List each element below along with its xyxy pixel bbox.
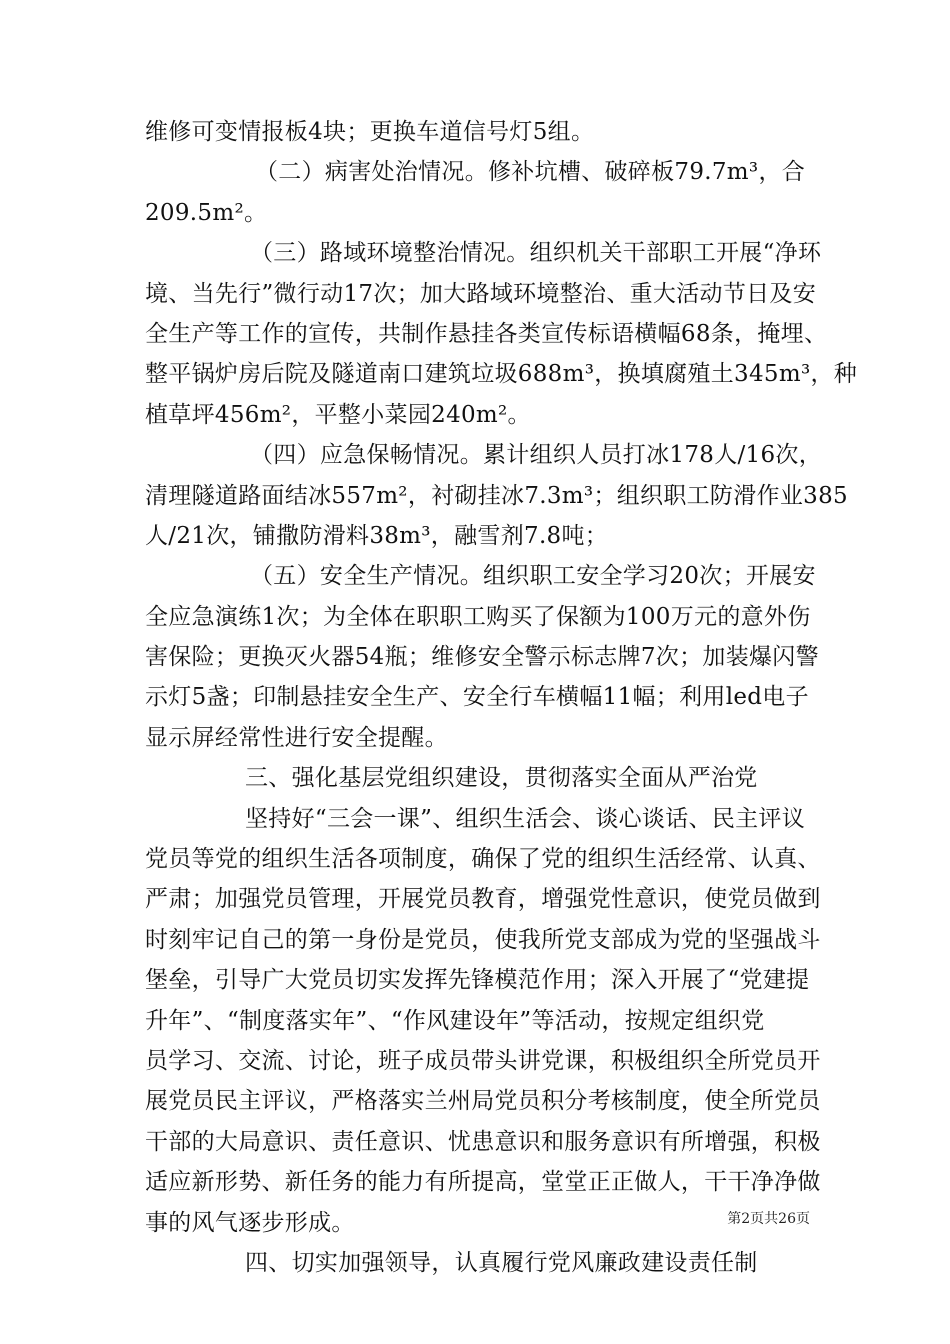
text-line: 维修可变情报板4块；更换车道信号灯5组。 bbox=[145, 119, 595, 145]
text-line: 事的风气逐步形成。 bbox=[145, 1209, 355, 1236]
text-line: 示灯5盏；印制悬挂安全生产、安全行车横幅11幅；利用led电子 bbox=[145, 684, 809, 711]
text-line: 整平锅炉房后院及隧道南口建筑垃圾688m³，换填腐殖土345m³，种 bbox=[145, 361, 858, 388]
text-line: 植草坪456m²，平整小菜园240m²。 bbox=[145, 401, 531, 428]
text-line: 升年”、“制度落实年”、“作风建设年”等活动，按规定组织党 bbox=[145, 1007, 765, 1034]
text-line: 清理隧道路面结冰557m²，衬砌挂冰7.3m³；组织职工防滑作业385 bbox=[145, 482, 848, 509]
text-line: 干部的大局意识、责任意识、忧患意识和服务意识有所增强，积极 bbox=[145, 1128, 821, 1155]
text-line: 境、当先行”微行动17次；加大路域环境整治、重大活动节日及安 bbox=[145, 280, 817, 307]
text-line: 全应急演练1次；为全体在职职工购买了保额为100万元的意外伤 bbox=[145, 603, 811, 630]
section-heading: 三、强化基层党组织建设，贯彻落实全面从严治党 bbox=[245, 765, 758, 792]
text-line: 堡垒，引导广大党员切实发挥先锋模范作用；深入开展了“党建提 bbox=[145, 967, 810, 994]
text-line: （四）应急保畅情况。累计组织人员打冰178人/16次， bbox=[250, 442, 823, 469]
text-line: 党员等党的组织生活各项制度，确保了党的组织生活经常、认真、 bbox=[145, 846, 821, 873]
text-line: 害保险；更换灭火器54瓶；维修安全警示标志牌7次；加装爆闪警 bbox=[145, 644, 819, 671]
document-body bbox=[145, 112, 858, 1283]
text-line: 全生产等工作的宣传，共制作悬挂各类宣传标语横幅68条，掩埋、 bbox=[145, 320, 828, 347]
text-line: 适应新形势、新任务的能力有所提高，堂堂正正做人，干干净净做 bbox=[145, 1169, 821, 1196]
text-line: 时刻牢记自己的第一身份是党员，使我所党支部成为党的坚强战斗 bbox=[145, 926, 821, 953]
text-line: （三）路域环境整治情况。组织机关干部职工开展“净环 bbox=[250, 240, 822, 267]
text-line: 展党员民主评议，严格落实兰州局党员积分考核制度，使全所党员 bbox=[145, 1088, 821, 1115]
text-line: 严肃；加强党员管理，开展党员教育，增强党性意识，使党员做到 bbox=[145, 886, 821, 913]
page-number: 第2页共26页 bbox=[727, 1211, 810, 1227]
text-line: 209.5m²。 bbox=[145, 199, 268, 226]
text-line: 显示屏经常性进行安全提醒。 bbox=[145, 724, 448, 751]
text-line: 员学习、交流、讨论，班子成员带头讲党课，积极组织全所党员开 bbox=[145, 1047, 821, 1074]
text-line: 坚持好“三会一课”、组织生活会、谈心谈话、民主评议 bbox=[245, 805, 806, 832]
section-heading: 四、切实加强领导，认真履行党风廉政建设责任制 bbox=[245, 1249, 758, 1276]
text-line: （二）病害处治情况。修补坑槽、破碎板79.7m³，合 bbox=[255, 159, 806, 186]
text-line: 人/21次，铺撒防滑料38m³，融雪剂7.8吨； bbox=[145, 522, 609, 549]
text-line: （五）安全生产情况。组织职工安全学习20次；开展安 bbox=[250, 563, 816, 590]
